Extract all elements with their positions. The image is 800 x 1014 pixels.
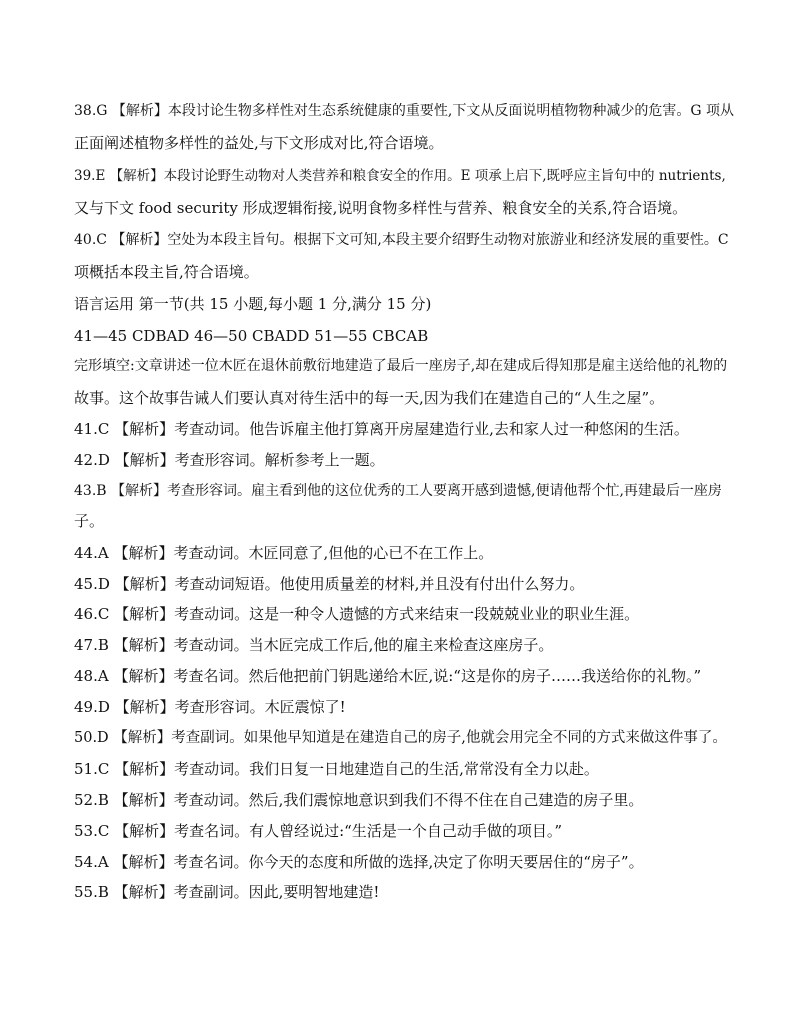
section-heading: 语言运用 第一节(共 15 小题,每小题 1 分,满分 15 分) — [74, 295, 432, 313]
answer-54: 54.A 【解析】考查名词。你今天的态度和所做的选择,决定了你明天要居住的“房子”。 — [74, 853, 644, 871]
answer-48: 48.A 【解析】考查名词。然后他把前门钥匙递给木匠,说:“这是你的房子……我送给你的礼物。” — [74, 667, 702, 685]
answer-40-line-2: 项概括本段主旨,符合语境。 — [74, 263, 259, 281]
answer-42: 42.D 【解析】考查形容词。解析参考上一题。 — [74, 451, 385, 469]
answer-52: 52.B 【解析】考查动词。然后,我们震惊地意识到我们不得不住在自己建造的房子里。 — [74, 791, 644, 809]
answer-44: 44.A 【解析】考查动词。木匠同意了,但他的心已不在工作上。 — [74, 544, 494, 562]
answer-50: 50.D 【解析】考查副词。如果他早知道是在建造自己的房子,他就会用完全不同的方式来做这件事了。 — [74, 730, 727, 746]
answer-43-line-2: 子。 — [74, 512, 105, 530]
answer-41: 41.C 【解析】考查动词。他告诉雇主他打算离开房屋建造行业,去和家人过一种悠闲的生活。 — [74, 420, 689, 438]
answer-45: 45.D 【解析】考查动词短语。他使用质量差的材料,并且没有付出什么努力。 — [74, 575, 585, 593]
answer-55: 55.B 【解析】考查副词。因此,要明智地建造! — [74, 883, 380, 901]
answer-38-line-1: 38.G 【解析】本段讨论生物多样性对生态系统健康的重要性,下文从反面说明植物物种减少的危害。G 项从 — [74, 103, 734, 119]
cloze-summary-line-2: 故事。这个故事告诫人们要认真对待生活中的每一天,因为我们在建造自己的“人生之屋”。 — [74, 389, 665, 407]
answer-40-line-1: 40.C 【解析】空处为本段主旨句。根据下文可知,本段主要介绍野生动物对旅游业和经济发展的重要性。C — [74, 232, 729, 248]
answer-39-line-2: 又与下文 food security 形成逻辑衔接,说明食物多样性与营养、粮食安全的关系,符合语境。 — [74, 199, 688, 217]
cloze-summary-line-1: 完形填空:文章讲述一位木匠在退休前敷衍地建造了最后一座房子,却在建成后得知那是雇主送给他的礼物的 — [74, 358, 728, 374]
answer-51: 51.C 【解析】考查动词。我们日复一日地建造自己的生活,常常没有全力以赴。 — [74, 760, 599, 778]
answer-46: 46.C 【解析】考查动词。这是一种令人遗憾的方式来结束一段兢兢业业的职业生涯。 — [74, 605, 640, 623]
answer-49: 49.D 【解析】考查形容词。木匠震惊了! — [74, 698, 346, 716]
answer-53: 53.C 【解析】考查名词。有人曾经说过:“生活是一个自己动手做的项目。” — [74, 822, 562, 840]
answer-38-line-2: 正面阐述植物多样性的益处,与下文形成对比,符合语境。 — [74, 134, 444, 152]
answer-39-line-1: 39.E 【解析】本段讨论野生动物对人类营养和粮食安全的作用。E 项承上启下,既呼应主旨句中的 nutrients, — [74, 168, 726, 184]
answer-47: 47.B 【解析】考查动词。当木匠完成工作后,他的雇主来检查这座房子。 — [74, 636, 554, 654]
answer-43-line-1: 43.B 【解析】考查形容词。雇主看到他的这位优秀的工人要离开感到遗憾,便请他帮个忙,再建最后一座房 — [74, 483, 722, 499]
answer-key-41-55: 41—45 CDBAD 46—50 CBADD 51—55 CBCAB — [74, 327, 429, 345]
